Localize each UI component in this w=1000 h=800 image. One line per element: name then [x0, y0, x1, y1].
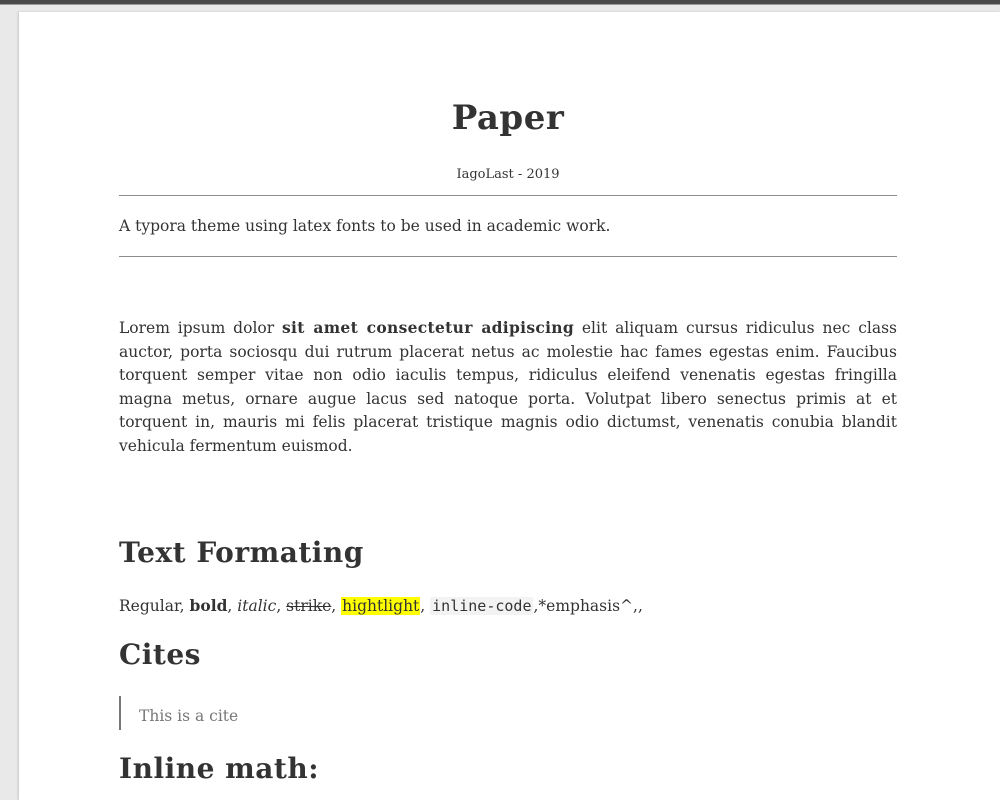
lorem-prefix: Lorem ipsum dolor: [119, 319, 283, 337]
fmt-highlight: hightlight: [342, 597, 420, 615]
divider-top: [119, 195, 897, 196]
fmt-bold: bold: [189, 596, 228, 615]
lorem-rest: elit aliquam cursus ridiculus nec class auctor, porta sociosqu dui rutrum placerat netus ac molestie hac fames egestas enim. Faucibus torquent semper vitae non odio iaculis tempus, ridiculus eleifend venenatis egestas fringilla magna metus, ornare augue lacus sed natoque porta. Volutpat libero senectus primis at et torquent in, mauris mi felis placerat tristique magnis odio dictumst, venenatis conubia blandit vehicula fermentum euismod.: [119, 319, 897, 455]
author-line: IagoLast - 2019: [456, 167, 560, 182]
fmt-sep4: ,: [420, 597, 431, 615]
fmt-sep1: ,: [227, 597, 238, 615]
fmt-italic: italic: [237, 597, 277, 615]
fmt-inline-code: inline-code: [432, 597, 532, 615]
heading-text-formatting: Text Formating: [119, 536, 364, 569]
blockquote-text: This is a cite: [139, 707, 239, 725]
lorem-paragraph: [119, 316, 897, 458]
fmt-sep2: ,: [276, 597, 287, 615]
fmt-tail: ,*emphasis^,,: [533, 597, 643, 615]
divider-bottom: [119, 256, 897, 257]
document-page: [19, 12, 1000, 800]
heading-inline-math: Inline math:: [119, 752, 320, 785]
fmt-sep3: ,: [331, 597, 342, 615]
fmt-strike: strike: [286, 597, 332, 615]
lorem-bold: sit amet consectetur adipiscing: [282, 318, 574, 337]
heading-cites: Cites: [119, 638, 201, 671]
window-top-bar: [0, 0, 1000, 5]
abstract: A typora theme using latex fonts to be used in academic work.: [119, 217, 611, 235]
blockquote: [119, 696, 238, 730]
formatting-examples: [119, 596, 643, 615]
document-title: Paper: [451, 98, 565, 138]
fmt-regular: Regular,: [119, 597, 190, 615]
